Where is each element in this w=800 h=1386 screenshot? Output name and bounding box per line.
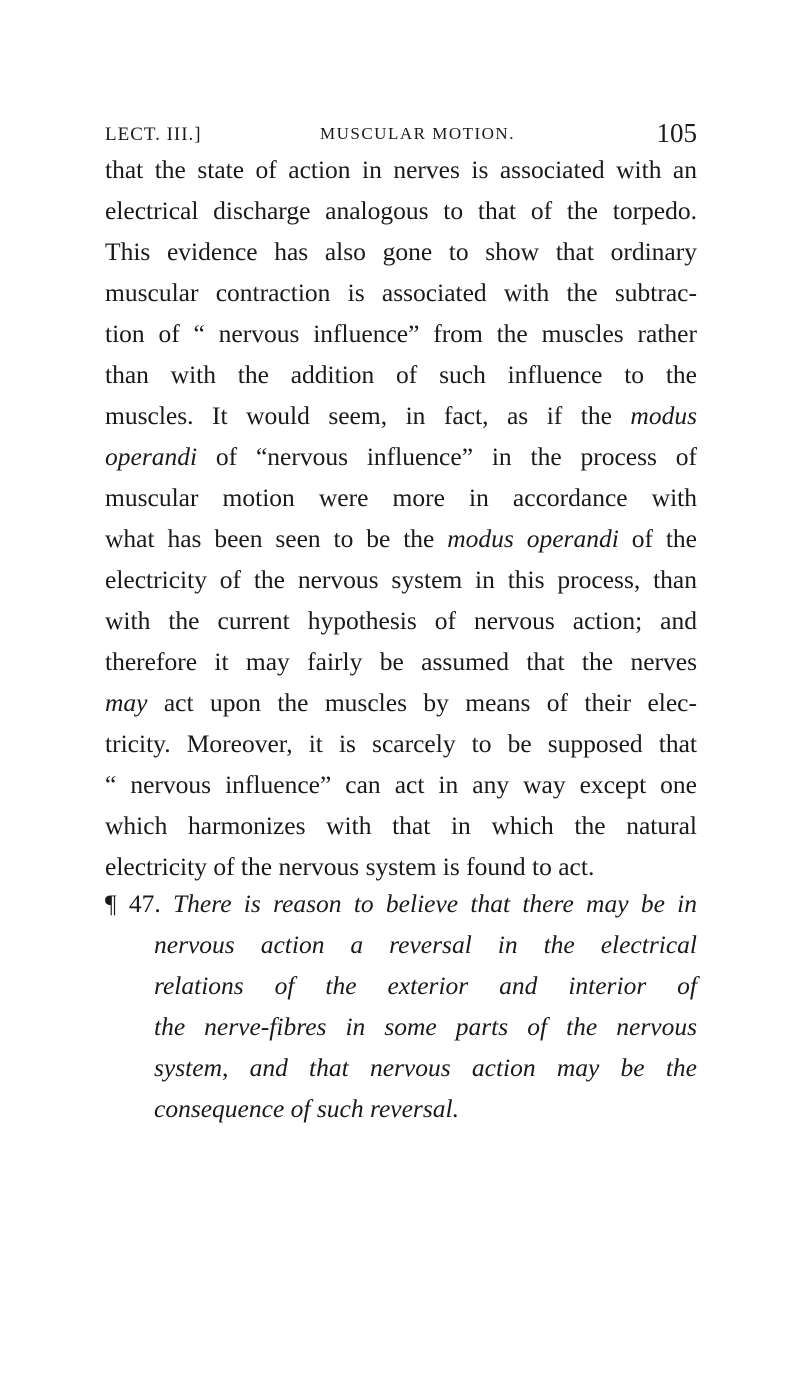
paragraph1-line — [105, 237, 697, 267]
paragraph1-line — [105, 770, 697, 800]
section47-line — [154, 1053, 697, 1083]
text-run: muscular contraction is associated with the subtrac- — [105, 278, 697, 307]
paragraph1-line — [105, 647, 697, 677]
italic-text: nervous action a reversal in the electrical — [154, 930, 697, 959]
paragraph1-line — [105, 483, 697, 513]
text-run: with the current hypothesis of nervous action; and — [105, 606, 697, 635]
italic-text: modus operandi — [447, 524, 619, 553]
section47-line — [154, 1094, 697, 1124]
text-run: muscular motion were more in accordance with — [105, 483, 697, 512]
italic-text: There is reason to believe that there may be in — [172, 889, 697, 918]
text-run: of “nervous influence” in the process of — [197, 442, 697, 471]
text-run: act upon the muscles by means of their elec- — [147, 688, 697, 717]
lecture-label: LECT. III.] — [105, 124, 202, 145]
paragraph1-line — [105, 565, 697, 595]
italic-text: modus — [630, 401, 697, 430]
paragraph1-line — [105, 442, 697, 472]
italic-text: operandi — [105, 442, 198, 471]
text-run: electricity of the nervous system is found to act. — [105, 852, 595, 881]
section47-line — [105, 889, 697, 919]
text-run: what has been seen to be the — [105, 524, 448, 553]
paragraph1-line — [105, 852, 697, 882]
section47-line — [154, 1012, 697, 1042]
section47-line — [154, 971, 697, 1001]
text-run: tion of “ nervous influence” from the muscles rather — [105, 319, 697, 348]
paragraph1-line — [105, 155, 697, 185]
paragraph1-line — [105, 688, 697, 718]
italic-text: the nerve-fibres in some parts of the nervous — [154, 1012, 697, 1041]
paragraph1-line — [105, 729, 697, 759]
text-run: “ nervous influence” can act in any way except one — [105, 770, 697, 799]
text-run: that the state of action in nerves is associated with an — [105, 155, 697, 184]
page-number: 105 — [656, 118, 697, 148]
text-run: than with the addition of such influence to the — [105, 360, 697, 389]
paragraph1-line — [105, 196, 697, 226]
text-run: muscles. It would seem, in fact, as if the — [105, 401, 631, 430]
text-run: electricity of the nervous system in this process, than — [105, 565, 697, 594]
text-run: therefore it may fairly be assumed that the nerves — [105, 647, 697, 676]
text-run: This evidence has also gone to show that ordinary — [105, 237, 697, 266]
text-run: electrical discharge analogous to that of the torpedo. — [105, 196, 697, 225]
paragraph1-line — [105, 401, 697, 431]
paragraph1-line — [105, 319, 697, 349]
text-run: which harmonizes with that in which the natural — [105, 811, 697, 840]
paragraph1-line — [105, 524, 697, 554]
italic-text: consequence of such reversal. — [154, 1094, 459, 1123]
chapter-title: MUSCULAR MOTION. — [320, 124, 515, 143]
section47-line — [154, 930, 697, 960]
paragraph1-line — [105, 278, 697, 308]
paragraph1-line — [105, 606, 697, 636]
italic-text: relations of the exterior and interior of — [154, 971, 697, 1000]
text-run: tricity. Moreover, it is scarcely to be supposed that — [105, 729, 697, 758]
text-run: of the — [618, 524, 697, 553]
running-header — [105, 118, 697, 154]
paragraph1-line — [105, 811, 697, 841]
text-run: ¶ 47. — [105, 889, 173, 918]
italic-text: may — [105, 688, 148, 717]
paragraph1-line — [105, 360, 697, 390]
italic-text: system, and that nervous action may be the — [154, 1053, 697, 1082]
